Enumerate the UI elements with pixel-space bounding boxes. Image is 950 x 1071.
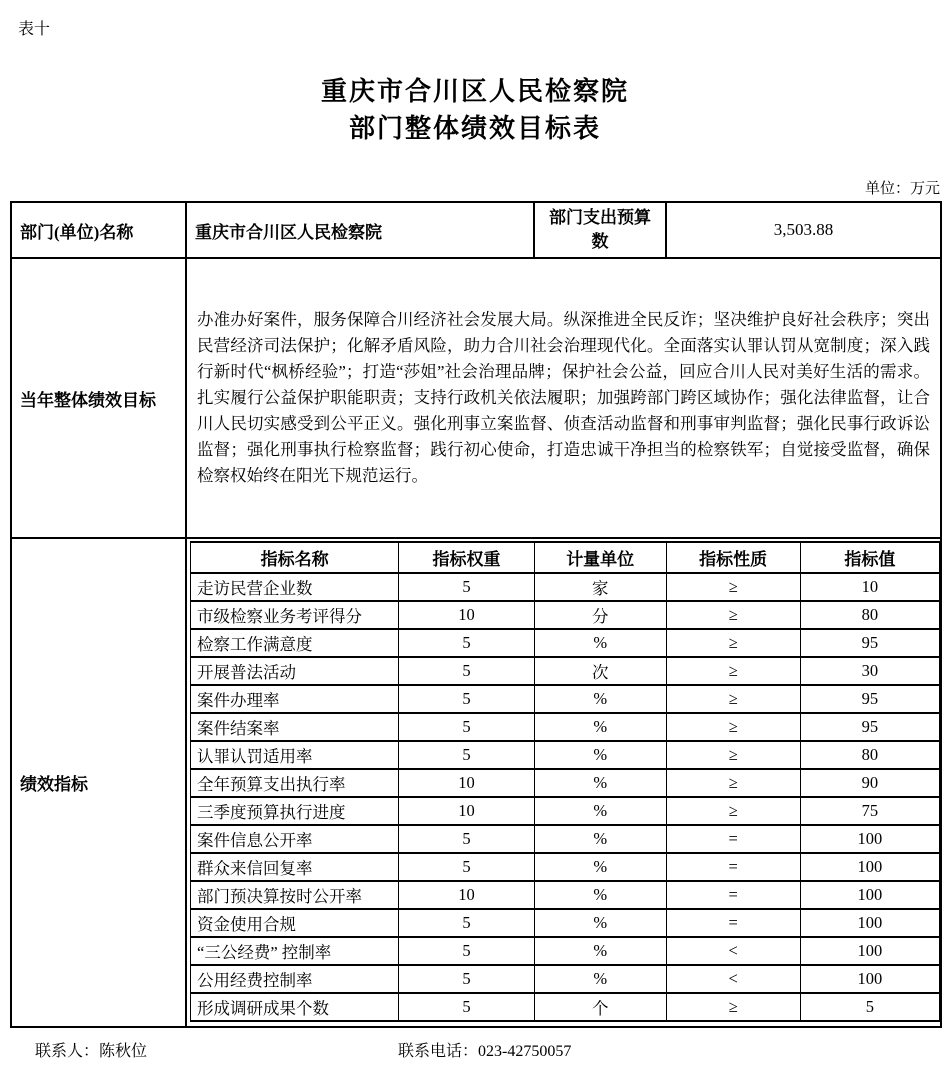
footer — [0, 1036, 950, 1062]
indicator-unit-cell: % — [534, 741, 666, 769]
unit-note: 单位：万元 — [864, 181, 940, 197]
indicator-nature-cell: < — [666, 965, 800, 993]
indicator-value-cell: 95 — [800, 629, 939, 657]
goal-label: 当年整体绩效目标 — [11, 258, 186, 538]
indicator-value-cell: 30 — [800, 657, 939, 685]
indicator-unit-cell: 个 — [534, 993, 666, 1021]
indicator-weight-cell: 5 — [399, 629, 535, 657]
indicator-weight-cell: 5 — [399, 685, 535, 713]
indicator-nature-cell: ≥ — [666, 797, 800, 825]
contact-phone-number: 023-42750057 — [478, 1043, 572, 1060]
indicator-value-cell: 95 — [800, 713, 939, 741]
indicator-name-cell: 形成调研成果个数 — [191, 993, 399, 1021]
indicator-row — [191, 965, 940, 993]
indicator-row — [191, 881, 940, 909]
indicator-name-cell: 认罪认罚适用率 — [191, 741, 399, 769]
contact-phone — [398, 1038, 571, 1061]
indicator-value-cell: 100 — [800, 853, 939, 881]
indicator-row — [191, 685, 940, 713]
goal-text: 办准办好案件，服务保障合川经济社会发展大局。纵深推进全民反诈；坚决维护良好社会秩序；突出民营经济司法保护；化解矛盾风险，助力合川社会治理现代化。全面落实认罪认罚从宽制度；深入践行新时代“枫桥经验”；打造“莎姐”社会治理品牌；保护社会公益，回应合川人民对美好生活的需求。扎实履行公益保护职能职责；支持行政机关依法履职；加强跨部门跨区域协作；强化法律监督，让合川人民切实感受到公平正义。强化刑事立案监督、侦查活动监督和刑事审判监督；强化民事行政诉讼监督；强化刑事执行检察监督；践行初心使命，打造忠诚干净担当的检察铁军；自觉接受监督，确保检察权始终在阳光下规范运行。 — [186, 258, 941, 538]
indicator-weight-cell: 5 — [399, 713, 535, 741]
indicator-row — [191, 769, 940, 797]
department-info-row — [11, 202, 941, 258]
indicator-value-cell: 75 — [800, 797, 939, 825]
indicator-name-cell: 全年预算支出执行率 — [191, 769, 399, 797]
indicator-row — [191, 657, 940, 685]
table-number-label: 表十 — [18, 21, 51, 38]
indicator-name-cell: 案件办理率 — [191, 685, 399, 713]
indicator-unit-cell: % — [534, 965, 666, 993]
indicator-weight-cell: 5 — [399, 853, 535, 881]
indicator-nature-cell: = — [666, 825, 800, 853]
indicator-name-cell: “三公经费” 控制率 — [191, 937, 399, 965]
indicator-weight-cell: 10 — [399, 881, 535, 909]
indicator-name-cell: 检察工作满意度 — [191, 629, 399, 657]
annual-goal-row — [11, 258, 941, 538]
indicator-value-cell: 10 — [800, 573, 939, 601]
indicator-weight-cell: 5 — [399, 657, 535, 685]
indicator-value-cell: 80 — [800, 741, 939, 769]
indicator-name-cell: 走访民营企业数 — [191, 573, 399, 601]
indicator-nature-cell: = — [666, 853, 800, 881]
col-header-indicator-name: 指标名称 — [191, 542, 399, 573]
indicator-row — [191, 629, 940, 657]
contact-person — [35, 1038, 147, 1061]
indicator-name-cell: 公用经费控制率 — [191, 965, 399, 993]
indicator-unit-cell: 家 — [534, 573, 666, 601]
indicator-nature-cell: ≥ — [666, 685, 800, 713]
title-line-2: 部门整体绩效目标表 — [348, 114, 601, 143]
indicator-unit-cell: % — [534, 685, 666, 713]
indicator-weight-cell: 5 — [399, 937, 535, 965]
indicator-row — [191, 573, 940, 601]
indicators-table — [190, 541, 940, 1022]
indicator-nature-cell: = — [666, 881, 800, 909]
title-line-1: 重庆市合川区人民检察院 — [320, 77, 629, 106]
indicator-name-cell: 案件信息公开率 — [191, 825, 399, 853]
dept-name-label: 部门(单位)名称 — [11, 202, 186, 258]
indicator-weight-cell: 5 — [399, 993, 535, 1021]
indicator-value-cell: 80 — [800, 601, 939, 629]
indicators-section-label: 绩效指标 — [11, 538, 186, 1027]
indicator-value-cell: 90 — [800, 769, 939, 797]
indicator-value-cell: 95 — [800, 685, 939, 713]
indicator-name-cell: 资金使用合规 — [191, 909, 399, 937]
indicator-unit-cell: % — [534, 853, 666, 881]
indicator-unit-cell: 次 — [534, 657, 666, 685]
indicator-nature-cell: ≥ — [666, 601, 800, 629]
indicator-nature-cell: ≥ — [666, 769, 800, 797]
indicator-nature-cell: ≥ — [666, 629, 800, 657]
indicator-row — [191, 797, 940, 825]
indicator-row — [191, 853, 940, 881]
indicator-nature-cell: ≥ — [666, 573, 800, 601]
document-title — [0, 73, 950, 147]
indicator-unit-cell: % — [534, 797, 666, 825]
indicator-value-cell: 100 — [800, 937, 939, 965]
indicator-rows — [191, 573, 940, 1021]
indicator-nature-cell: = — [666, 909, 800, 937]
indicator-weight-cell: 10 — [399, 769, 535, 797]
indicator-weight-cell: 5 — [399, 573, 535, 601]
col-header-indicator-nature: 指标性质 — [666, 542, 800, 573]
contact-person-label: 联系人： — [35, 1043, 100, 1060]
indicator-name-cell: 群众来信回复率 — [191, 853, 399, 881]
indicator-nature-cell: ≥ — [666, 713, 800, 741]
indicator-weight-cell: 5 — [399, 965, 535, 993]
indicator-unit-cell: % — [534, 881, 666, 909]
col-header-measure-unit: 计量单位 — [534, 542, 666, 573]
indicator-weight-cell: 10 — [399, 797, 535, 825]
indicator-value-cell: 100 — [800, 909, 939, 937]
indicator-name-cell: 部门预决算按时公开率 — [191, 881, 399, 909]
indicator-value-cell: 100 — [800, 965, 939, 993]
contact-person-name: 陈秋位 — [99, 1043, 148, 1060]
indicator-weight-cell: 5 — [399, 825, 535, 853]
indicator-unit-cell: 分 — [534, 601, 666, 629]
indicator-name-cell: 三季度预算执行进度 — [191, 797, 399, 825]
contact-phone-label: 联系电话： — [398, 1043, 479, 1060]
indicator-unit-cell: % — [534, 629, 666, 657]
indicator-nature-cell: ≥ — [666, 993, 800, 1021]
indicator-unit-cell: % — [534, 909, 666, 937]
indicator-name-cell: 案件结案率 — [191, 713, 399, 741]
indicator-name-cell: 市级检察业务考评得分 — [191, 601, 399, 629]
indicator-nature-cell: < — [666, 937, 800, 965]
indicator-unit-cell: % — [534, 713, 666, 741]
indicator-row — [191, 937, 940, 965]
indicators-section-row — [11, 538, 941, 1027]
indicator-value-cell: 5 — [800, 993, 939, 1021]
indicator-value-cell: 100 — [800, 825, 939, 853]
indicator-nature-cell: ≥ — [666, 657, 800, 685]
indicator-unit-cell: % — [534, 769, 666, 797]
budget-value: 3,503.88 — [666, 202, 941, 258]
indicator-nature-cell: ≥ — [666, 741, 800, 769]
indicator-unit-cell: % — [534, 937, 666, 965]
indicator-row — [191, 909, 940, 937]
indicator-weight-cell: 5 — [399, 909, 535, 937]
indicator-unit-cell: % — [534, 825, 666, 853]
indicator-value-cell: 100 — [800, 881, 939, 909]
indicator-row — [191, 713, 940, 741]
col-header-indicator-value: 指标值 — [800, 542, 939, 573]
indicator-row — [191, 601, 940, 629]
indicators-container — [186, 538, 941, 1027]
indicator-row — [191, 741, 940, 769]
dept-name-value: 重庆市合川区人民检察院 — [186, 202, 534, 258]
indicator-weight-cell: 5 — [399, 741, 535, 769]
indicator-weight-cell: 10 — [399, 601, 535, 629]
indicator-header-row — [191, 542, 940, 573]
col-header-indicator-weight: 指标权重 — [399, 542, 535, 573]
budget-label: 部门支出预算数 — [534, 202, 666, 258]
performance-target-table — [10, 201, 942, 1028]
indicator-name-cell: 开展普法活动 — [191, 657, 399, 685]
indicator-row — [191, 993, 940, 1021]
indicator-row — [191, 825, 940, 853]
